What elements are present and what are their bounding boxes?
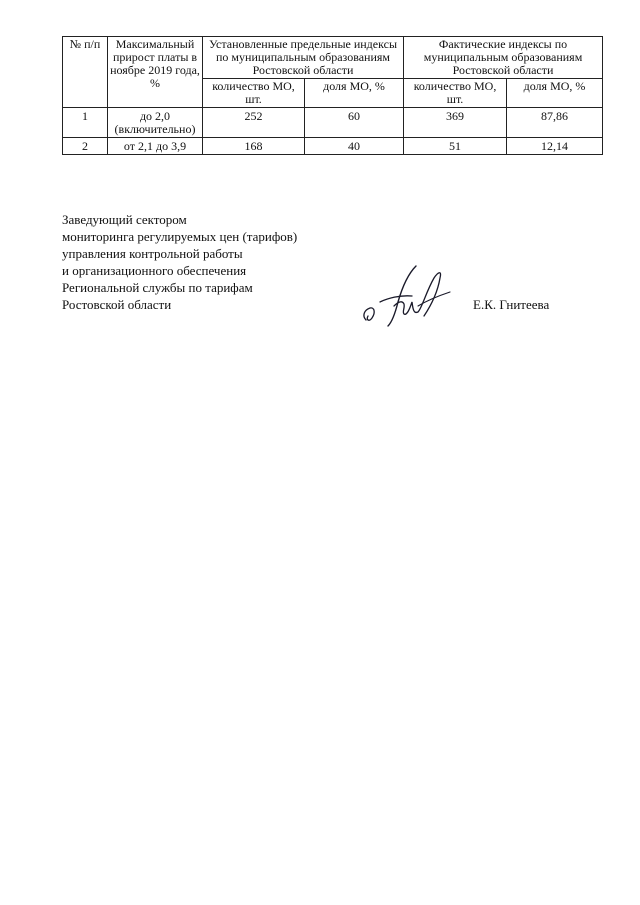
cell-est-share: 40 [305,138,404,155]
position-line: Региональной службы по тарифам [62,280,253,295]
signer-name: Е.К. Гнитеева [473,297,550,312]
cell-num: 2 [63,138,108,155]
cell-est-count: 168 [203,138,305,155]
handwritten-signature [358,262,458,330]
table-row [63,108,603,138]
table-header-row [63,37,603,79]
table-row [63,138,603,155]
header-actual-indices: Фактические индексы по муниципальным образованиям Ростовской области [404,37,603,79]
cell-num: 1 [63,108,108,138]
position-line: мониторинга регулируемых цен (тарифов) [62,229,298,244]
signature-position-block [62,211,297,313]
header-established-indices: Установленные предельные индексы по муниципальным образованиям Ростовской области [203,37,404,79]
position-line: управления контрольной работы [62,246,243,261]
header-est-count: количество МО, шт. [203,79,305,108]
cell-est-share: 60 [305,108,404,138]
cell-est-count: 252 [203,108,305,138]
cell-act-count: 51 [404,138,507,155]
header-act-share: доля МО, % [507,79,603,108]
position-line: Заведующий сектором [62,212,187,227]
header-max-increase: Максимальный прирост платы в ноябре 2019 года, % [108,37,203,108]
header-act-count: количество МО, шт. [404,79,507,108]
cell-range: от 2,1 до 3,9 [108,138,203,155]
cell-act-share: 87,86 [507,108,603,138]
cell-act-share: 12,14 [507,138,603,155]
indices-table [62,36,603,155]
header-num: № п/п [63,37,108,108]
position-line: Ростовской области [62,297,172,312]
position-line: и организационного обеспечения [62,263,247,278]
cell-act-count: 369 [404,108,507,138]
cell-range: до 2,0 (включительно) [108,108,203,138]
header-est-share: доля МО, % [305,79,404,108]
